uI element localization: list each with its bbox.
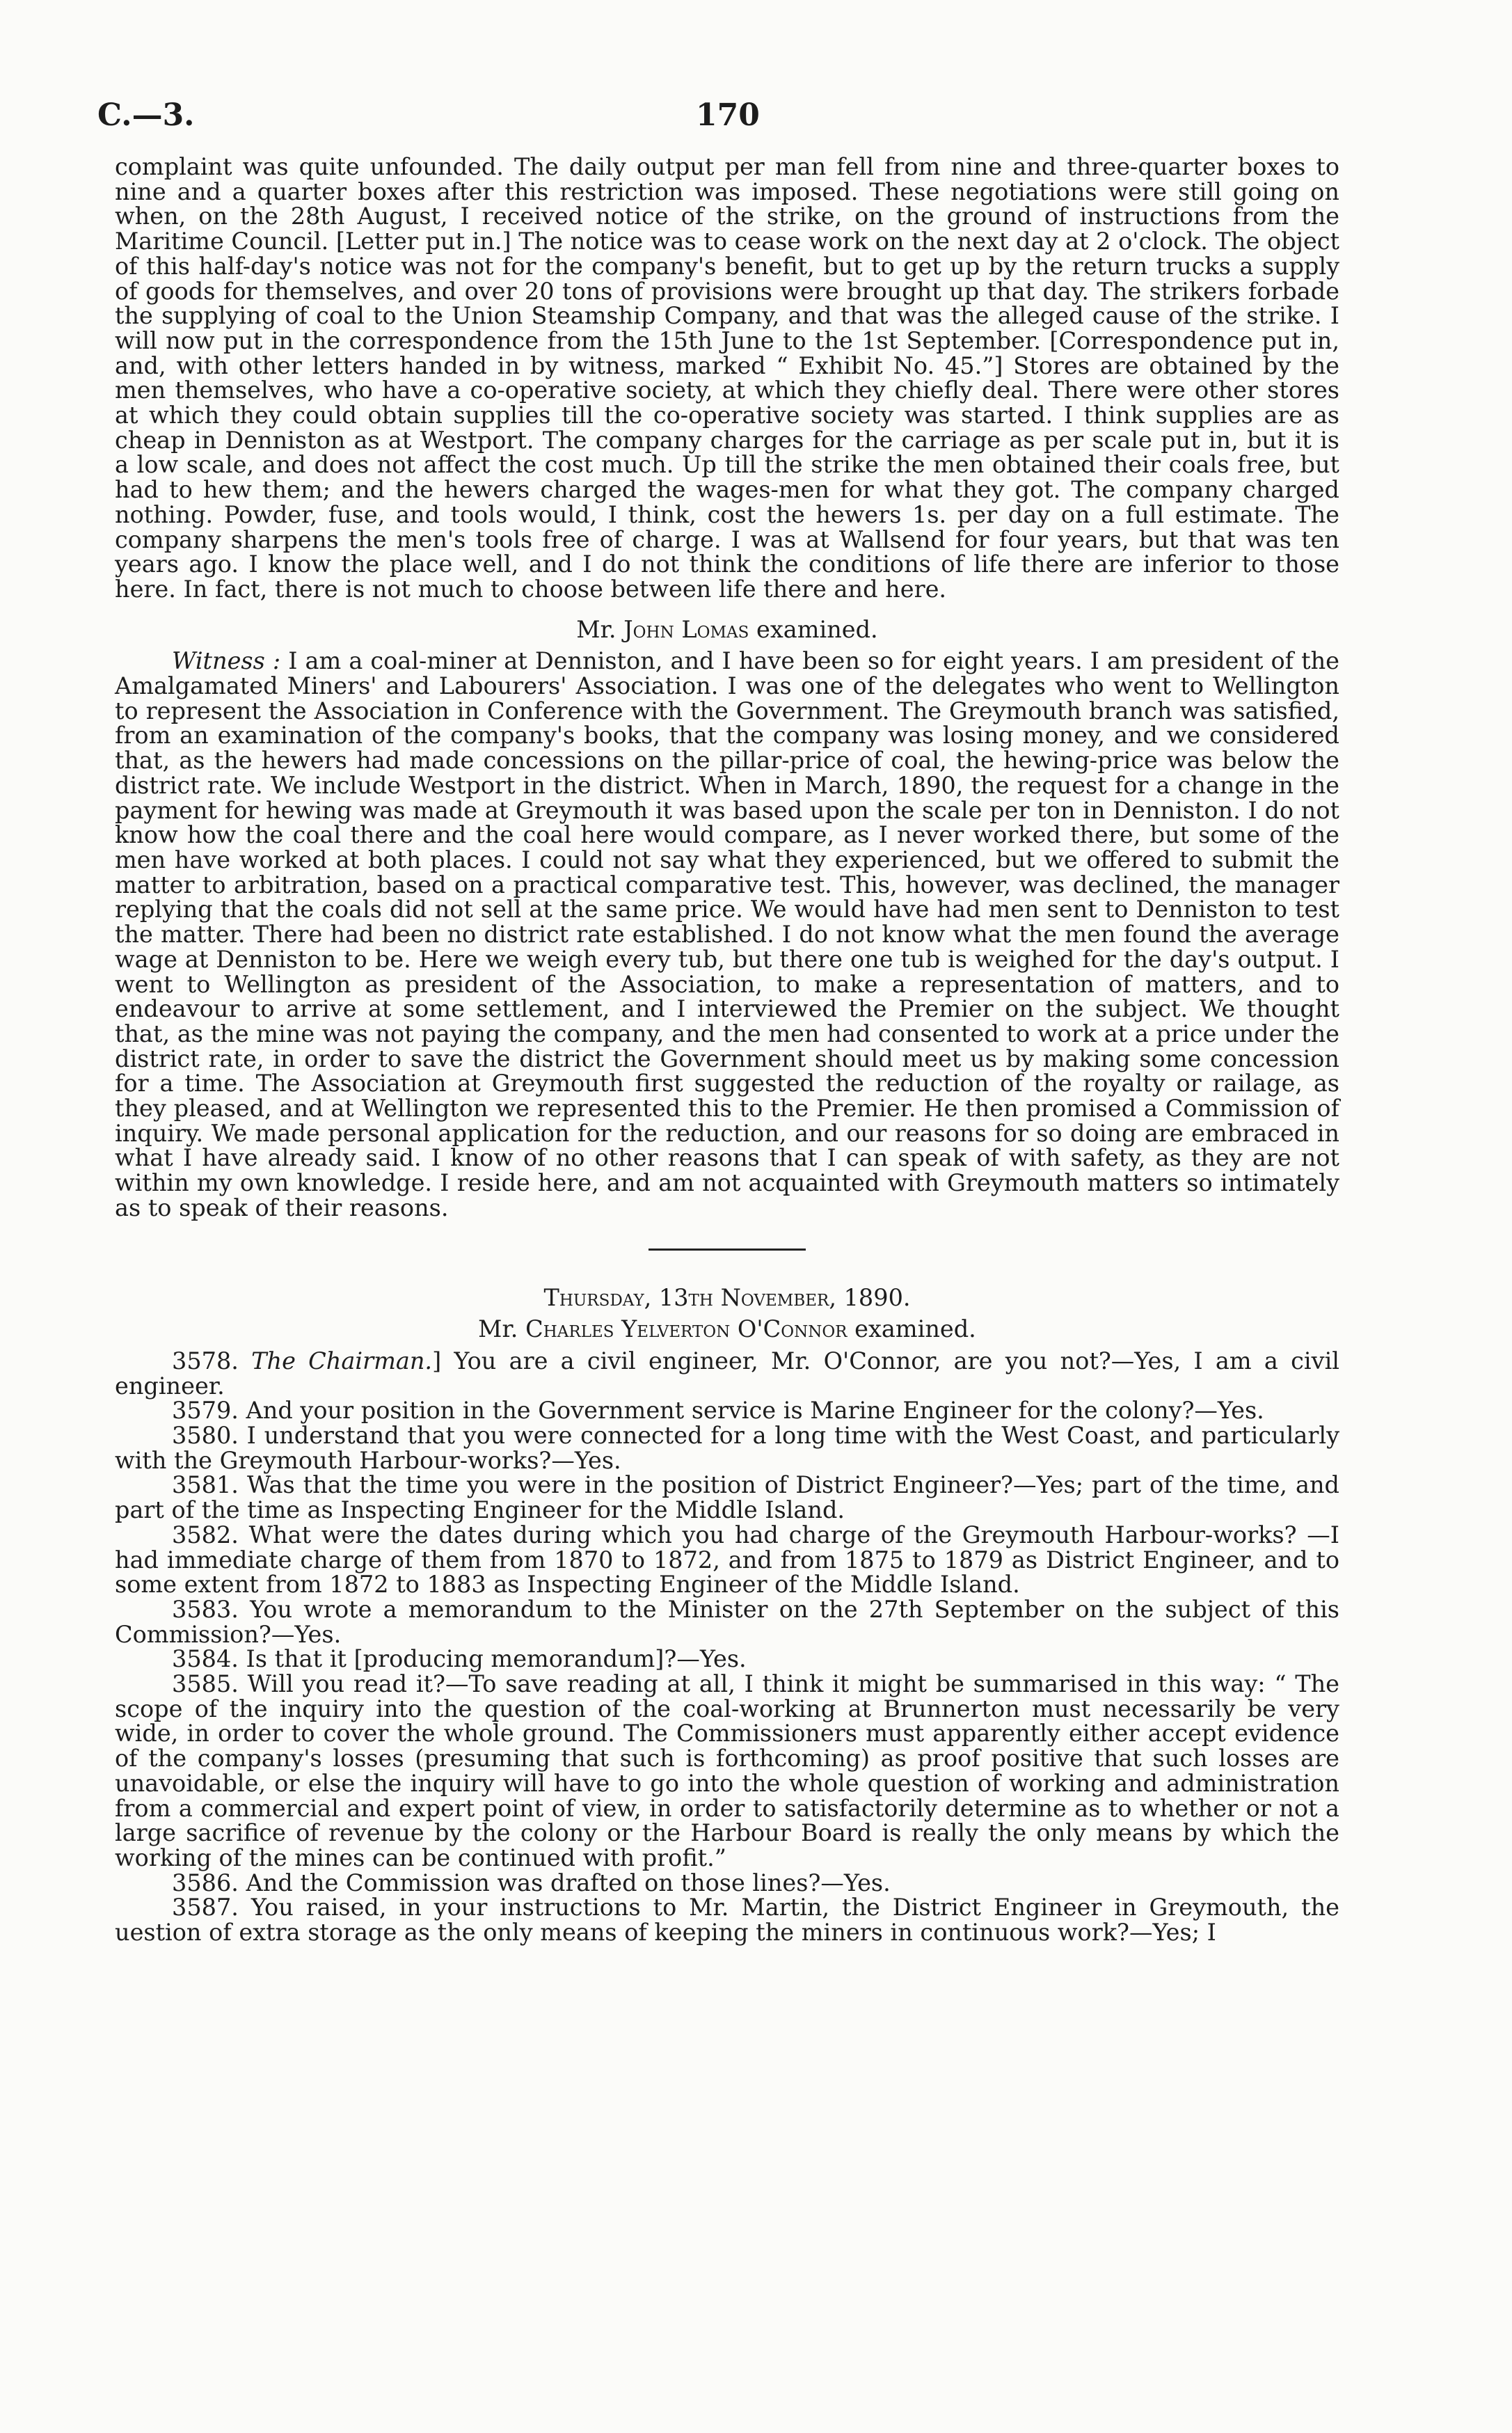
- document-reference: C.—3.: [97, 97, 195, 133]
- question-3584: 3584. Is that it [producing memorandum]?—Yes.: [172, 1645, 747, 1673]
- witness-label: Witness :: [172, 647, 281, 675]
- witness-heading-oconnor: Mr. Charles Yelverton O'Connor examined.: [478, 1315, 976, 1343]
- question-3583: 3583. You wrote a memorandum to the Minister on the 27th September on the subject of this Commission?—Yes.: [115, 1595, 1339, 1648]
- witness-heading-lomas: Mr. John Lomas examined.: [576, 615, 878, 643]
- question-3587: 3587. You raised, in your instructions to Mr. Martin, the District Engineer in Greymouth, the uestion of extra storage as the only means of keeping the miners in continuous work?—Yes; I: [115, 1894, 1339, 1947]
- section-divider: [648, 1249, 806, 1251]
- question-3581: 3581. Was that the time you were in the position of District Engineer?—Yes; part of the time, and part of the time as Inspecting Engineer for the Middle Island.: [115, 1471, 1339, 1524]
- question-3585: 3585. Will you read it?—To save reading at all, I think it might be summarised in this way: “ The scope of the inquiry into the question of the coal-working at Brunnerton must necessarily be very wide, in order to cover the whole ground. The Commissioners must apparently either accept evidence of the company's losses (presuming that such is forthcoming) as proof positive that such losses are unavoidable, or else the inquiry will have to go into the whole question of working and administration from a commercial and expert point of view, in order to satisfactorily determine as to whether or not a large sacrifice of revenue by the colony or the Harbour Board is really the only means by which the working of the mines can be continued with profit.”: [115, 1670, 1339, 1871]
- question-3586: 3586. And the Commission was drafted on those lines?—Yes.: [172, 1869, 891, 1896]
- question-3580: 3580. I understand that you were connected for a long time with the West Coast, and particularly with the Greymouth Harbour-works?—Yes.: [115, 1422, 1339, 1474]
- question-3582: 3582. What were the dates during which you had charge of the Greymouth Harbour-works? —I had immediate charge of them from 1870 to 1872, and from 1875 to 1879 as District Engineer, and to some extent from 1872 to 1883 as Inspecting Engineer of the Middle Island.: [115, 1521, 1339, 1599]
- page-number: 170: [696, 97, 760, 133]
- page-body: [115, 154, 1339, 1945]
- date-heading: Thursday, 13th November, 1890.: [543, 1283, 911, 1311]
- continued-testimony-paragraph: complaint was quite unfounded. The daily output per man fell from nine and three-quarter boxes to nine and a quarter boxes after this restriction was imposed. These negotiations were still going on when, on the 28th August, I received notice of the strike, on the ground of instructions from the Maritime Council. [Letter put in.] The notice was to cease work on the next day at 2 o'clock. The object of this half-day's notice was not for the company's benefit, but to get up by the return trucks a supply of goods for themselves, and over 20 tons of provisions were brought up that day. The strikers forbade the supplying of coal to the Union Steamship Company, and that was the alleged cause of the strike. I will now put in the correspondence from the 15th June to the 1st September. [Correspondence put in, and, with other letters handed in by witness, marked “ Exhibit No. 45.”] Stores are obtained by the men themselves, who have a co-operative society, at which they chiefly deal. There were other stores at which they could obtain supplies till the co-operative society was started. I think supplies are as cheap in Denniston as at Westport. The company charges for the carriage as per scale put in, but it is a low scale, and does not affect the cost much. Up till the strike the men obtained their coals free, but had to hew them; and the hewers charged the wages-men for what they got. The company charged nothing. Powder, fuse, and tools would, I think, cost the hewers 1s. per day on a full estimate. The company sharpens the men's tools free of charge. I was at Wallsend for four years, but that was ten years ago. I know the place well, and I do not think the conditions of life there are inferior to those here. In fact, there is not much to choose between life there and here.: [115, 153, 1339, 603]
- lomas-testimony-paragraph: Witness : I am a coal-miner at Denniston, and I have been so for eight years. I am president of the Amalgamated Miners' and Labourers' Association. I was one of the delegates who went to Wellington to represent the Association in Conference with the Government. The Greymouth branch was satisfied, from an examination of the company's books, that the company was losing money, and we considered that, as the hewers had made concessions on the pillar-price of coal, the hewing-price was below the district rate. We include Westport in the district. When in March, 1890, the request for a change in the payment for hewing was made at Greymouth it was based upon the scale per ton in Denniston. I do not know how the coal there and the coal here would compare, as I never worked there, but some of the men have worked at both places. I could not say what they experienced, but we offered to submit the matter to arbitration, based on a practical comparative test. This, however, was declined, the manager replying that the coals did not sell at the same price. We would have had men sent to Denniston to test the matter. There had been no district rate established. I do not know what the men found the average wage at Denniston to be. Here we weigh every tub, but there one tub is weighed for the day's output. I went to Wellington as president of the Association, to make a representation of matters, and to endeavour to arrive at some settlement, and I interviewed the Premier on the subject. We thought that, as the mine was not paying the company, and the men had consented to work at a price under the district rate, in order to save the district the Government should meet us by making some concession for a time. The Association at Greymouth first suggested the reduction of the royalty or railage, as they pleased, and at Wellington we represented this to the Premier. He then promised a Commission of inquiry. We made personal application for the reduction, and our reasons for so doing are embraced in what I have already said. I know of no other reasons that I can speak of with safety, as they are not within my own knowledge. I reside here, and am not acquainted with Greymouth matters so intimately as to speak of their reasons.: [115, 647, 1339, 1221]
- question-3578: 3578. The Chairman.] You are a civil engineer, Mr. O'Connor, are you not?—Yes, I am a civil engineer.: [115, 1347, 1339, 1400]
- question-3579: 3579. And your position in the Government service is Marine Engineer for the colony?—Yes.: [172, 1397, 1264, 1425]
